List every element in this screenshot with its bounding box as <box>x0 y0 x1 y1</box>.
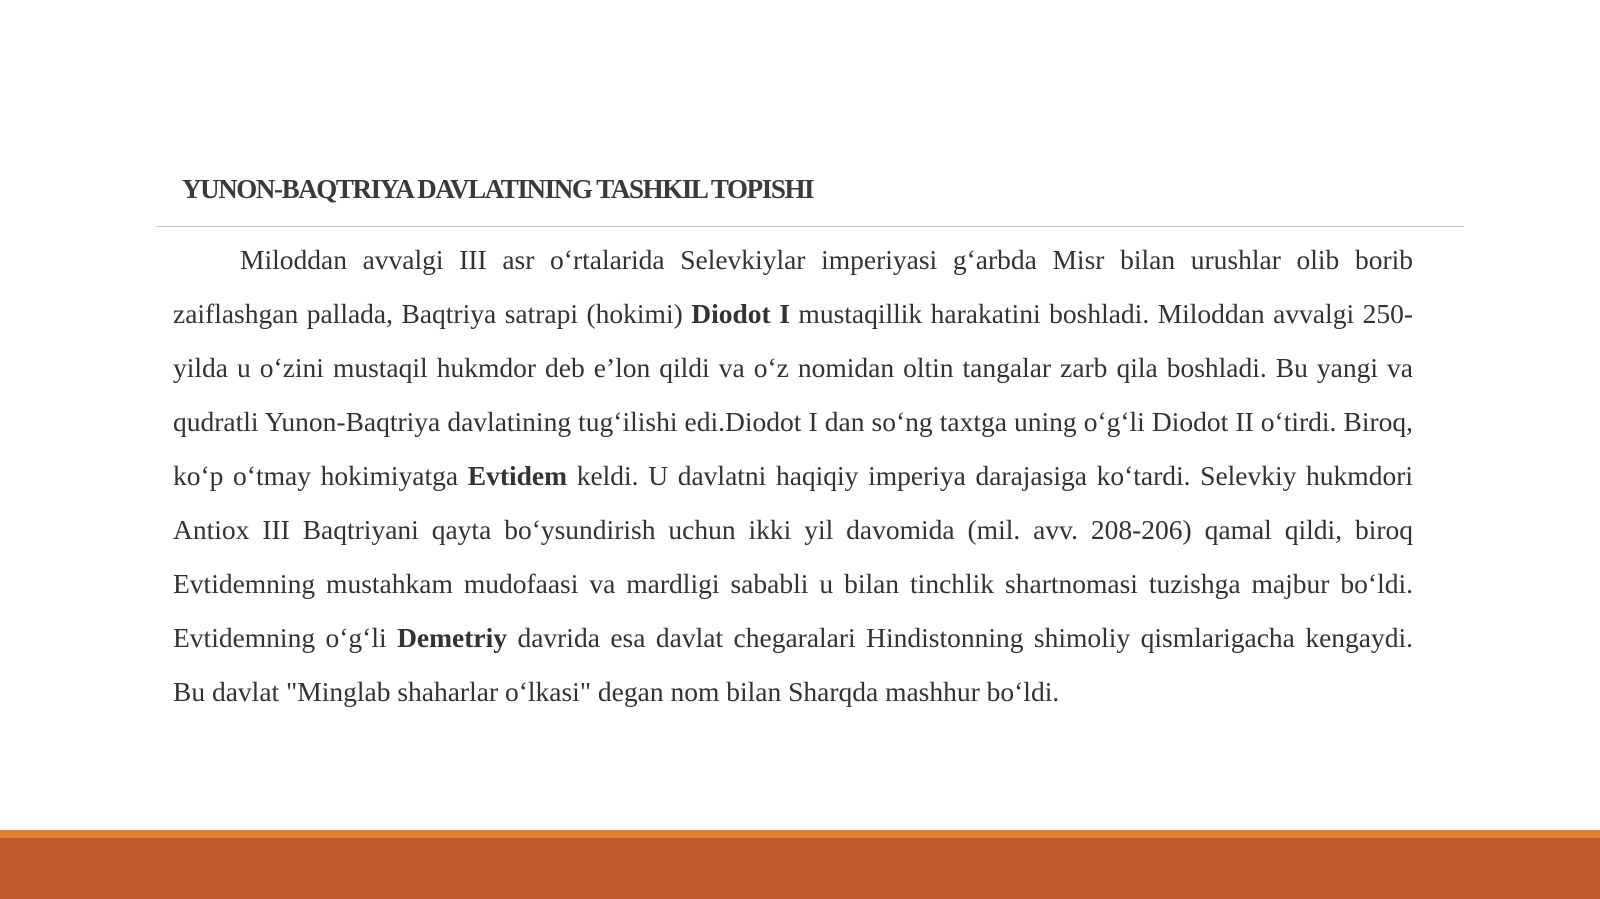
text-segment: mustaqillik harakatini boshladi. Miloddan avvalgi 250-yilda u o‘zini mustaqil hukmdor deb e’lon qildi va o‘z nomidan oltin tangalar zarb qila boshladi. Bu yangi va qudratli Yunon-Baqtriya davlatining tug‘ilishi edi.Diodot I dan so‘ng taxtga uning o‘g‘li Diodot II o‘tirdi. Biroq, ko‘p o‘tmay hokimiyatga <box>173 298 1414 491</box>
body-paragraph <box>173 233 1413 719</box>
bold-name-diodot: Diodot I <box>691 298 790 329</box>
title-divider <box>156 226 1464 227</box>
text-segment: davrida esa davlat chegaralari Hindistonning shimoliy qismlarigacha kengaydi. Bu davlat "Minglab shaharlar o‘lkasi" degan nom bilan Sharqda mashhur bo‘ldi. <box>173 622 1413 707</box>
footer-accent-line <box>0 830 1600 838</box>
bold-name-demetriy: Demetriy <box>397 622 507 653</box>
text-segment: Miloddan avvalgi III asr o‘rtalarida Selevkiylar imperiyasi g‘arbda Misr bilan urushlar olib borib zaiflashgan pallada, Baqtriya satrapi (hokimi) <box>173 244 1413 329</box>
footer-band <box>0 838 1600 899</box>
slide-title: YUNON-BAQTRIYA DAVLATINING TASHKIL TOPISHI <box>182 174 814 204</box>
bold-name-evtidem: Evtidem <box>467 460 568 491</box>
text-segment: keldi. U davlatni haqiqiy imperiya darajasiga ko‘tardi. Selevkiy hukmdori Antiox III Baqtriyani qayta bo‘ysundirish uchun ikki yil davomida (mil. avv. 208-206) qamal qildi, biroq Evtidemning mustahkam mudofaasi va mardligi sababli u bilan tinchlik shartnomasi tuzishga majbur bo‘ldi. Evtidemning o‘g‘li <box>173 460 1413 653</box>
